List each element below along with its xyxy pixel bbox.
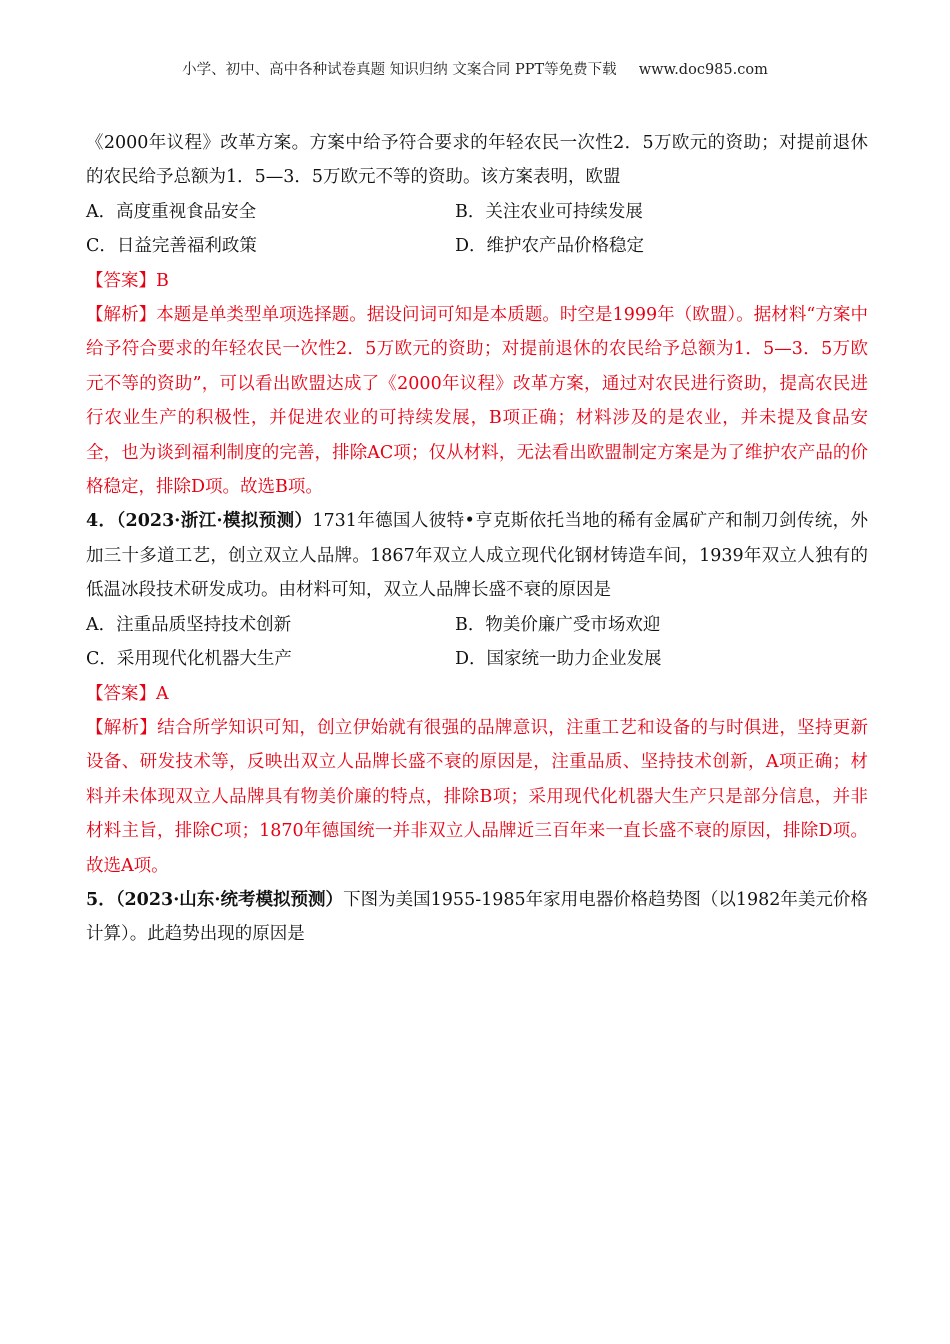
- page-header: [0, 58, 950, 79]
- q5-stem: [86, 883, 868, 952]
- q4-answer-value: A: [156, 683, 169, 704]
- q4-options-row-1: [86, 608, 868, 642]
- q3-answer-label: 【答案】: [86, 270, 156, 291]
- q4-options-row-2: [86, 642, 868, 676]
- q4-option-b: B．物美价廉广受市场欢迎: [455, 614, 661, 635]
- q4-number: 4．: [86, 511, 117, 532]
- q3-option-d: D．维护农产品价格稳定: [455, 236, 645, 257]
- q4-answer: [86, 677, 868, 711]
- q4-option-c: C．采用现代化机器大生产: [86, 649, 292, 670]
- q3-analysis: [86, 298, 868, 504]
- q4-analysis: [86, 711, 868, 883]
- q3-options-row-1: [86, 195, 868, 229]
- q5-source: （2023·山东·统考模拟预测）: [115, 889, 344, 910]
- header-site: www.doc985.com: [638, 62, 768, 78]
- q3-analysis-text: 本题是单类型单项选择题。据设问词可知是本质题。时空是1999年（欧盟）。据材料“方案中给予符合要求的年轻农民一次性2．5万欧元的资助；对提前退休的农民给予总额为1．5—3．5万欧元不等的资助”，可以看出欧盟达成了《2000年议程》改革方案，通过对农民进行资助，提高农民进行农业生产的积极性，并促进农业的可持续发展，B项正确；材料涉及的是农业，并未提及食品安全，也为谈到福利制度的完善，排除AC项；仅从材料，无法看出欧盟制定方案是为了维护农产品的价格稳定，排除D项。故选B项。: [86, 305, 869, 498]
- q3-option-b: B．关注农业可持续发展: [455, 201, 643, 222]
- header-text: 小学、初中、高中各种试卷真题 知识归纳 文案合同 PPT等免费下载: [182, 62, 617, 78]
- q4-source: （2023·浙江·模拟预测）: [116, 511, 313, 532]
- q3-option-a: A．高度重视食品安全: [86, 201, 257, 222]
- q4-answer-label: 【答案】: [86, 683, 156, 704]
- q5-stem-text: 下图为美国1955-1985年家用电器价格趋势图（以1982年美元价格计算）。此趋势出现的原因是: [86, 889, 868, 945]
- q4-stem-text: 1731年德国人彼特•亨克斯依托当地的稀有金属矿产和制刀剑传统，外加三十多道工艺，创立双立人品牌。1867年双立人成立现代化钢材铸造车间，1939年双立人独有的低温冰段技术研发成功。由材料可知，双立人品牌长盛不衰的原因是: [86, 511, 869, 601]
- q3-analysis-label: 【解析】: [86, 305, 157, 326]
- q3-options-row-2: [86, 229, 868, 263]
- q5-number: 5．: [86, 889, 116, 910]
- page-content: [86, 126, 868, 952]
- q4-option-a: A．注重品质坚持技术创新: [86, 614, 292, 635]
- q4-stem: [86, 504, 868, 607]
- q4-analysis-label: 【解析】: [86, 717, 158, 738]
- q3-option-c: C．日益完善福利政策: [86, 236, 257, 257]
- q3-answer-value: B: [156, 270, 169, 291]
- q3-stem: 《2000年议程》改革方案。方案中给予符合要求的年轻农民一次性2．5万欧元的资助；对提前退休的农民给予总额为1．5—3．5万欧元不等的资助。该方案表明，欧盟: [86, 133, 868, 188]
- q3-answer: [86, 264, 868, 298]
- q4-analysis-text: 结合所学知识可知，创立伊始就有很强的品牌意识，注重工艺和设备的与时俱进，坚持更新设备、研发技术等，反映出双立人品牌长盛不衰的原因是，注重品质、坚持技术创新，A项正确；材料并未体现双立人品牌具有物美价廉的特点，排除B项；采用现代化机器大生产只是部分信息，并非材料主旨，排除C项；1870年德国统一并非双立人品牌近三百年来一直长盛不衰的原因，排除D项。故选A项。: [86, 717, 869, 876]
- q4-option-d: D．国家统一助力企业发展: [455, 649, 662, 670]
